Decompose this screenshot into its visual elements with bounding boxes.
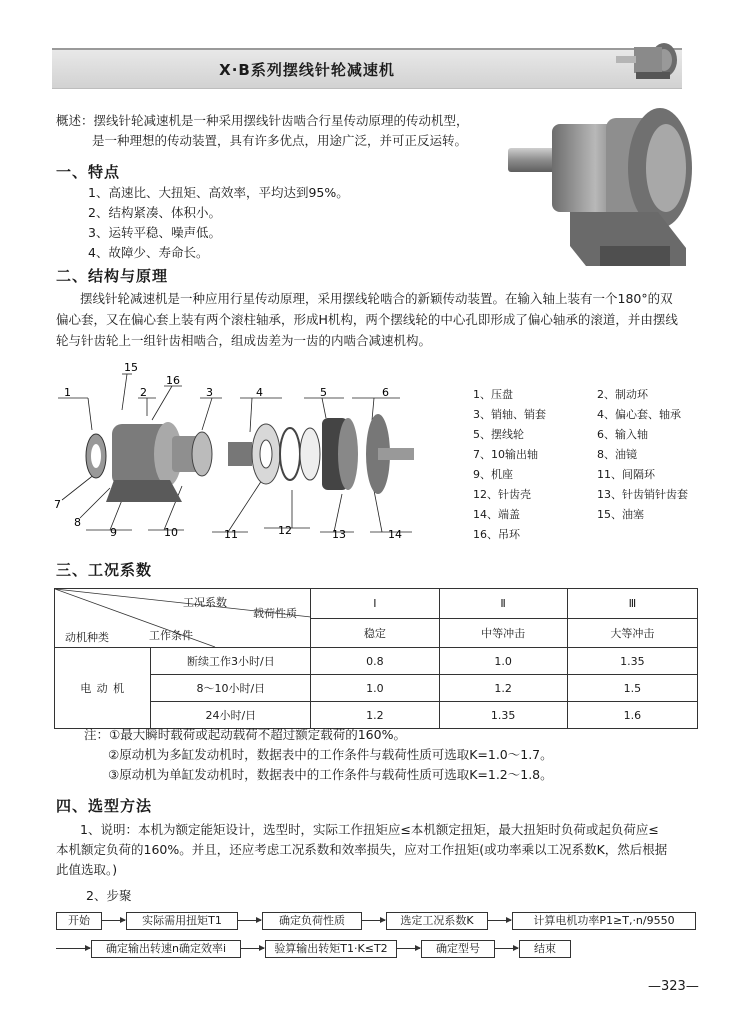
table-row [55, 648, 698, 675]
part-number: 9 [110, 526, 117, 539]
legend-item: 7、10输出轴 [473, 448, 538, 461]
part-number: 2 [140, 386, 147, 399]
value-cell: 1.5 [567, 675, 697, 702]
feature-item: 4、故障少、寿命长。 [88, 245, 209, 260]
flow-torque: 实际需用扭矩T1 [126, 912, 238, 930]
selection-line-1: 1、说明：本机为额定能矩设计，选型时，实际工作扭矩应≤本机额定扭矩，最大扭矩时负荷或起负荷应≤ [80, 822, 659, 837]
legend-item: 5、摆线轮 [473, 428, 524, 441]
flow-arrow [361, 920, 385, 921]
overview-line-2: 是一种理想的传动装置，具有许多优点，用途广泛，并可正反运转。 [92, 133, 468, 148]
flow-arrow [396, 948, 420, 949]
flow-arrow [494, 948, 518, 949]
legend-item: 1、压盘 [473, 388, 513, 401]
flow-arrow [240, 948, 264, 949]
part-number: 11 [224, 528, 238, 540]
table-row [55, 675, 698, 702]
cond-cell: 8～10小时/日 [151, 675, 311, 702]
class-header: Ⅲ [567, 589, 697, 619]
flow-factor: 选定工况系数K [386, 912, 488, 930]
value-cell: 1.6 [567, 702, 697, 729]
value-cell: 1.35 [567, 648, 697, 675]
table-corner-cell [55, 589, 311, 648]
steps-heading: 2、步聚 [86, 888, 132, 903]
part-number: 16 [166, 374, 180, 387]
value-cell: 1.0 [439, 648, 567, 675]
flow-arrow [237, 920, 261, 921]
reducer-photo [508, 96, 704, 274]
part-number: 15 [124, 361, 138, 374]
structure-heading: 二、结构与原理 [56, 267, 169, 285]
title-bar [52, 48, 682, 89]
flow-speed: 确定输出转速n确定效率i [91, 940, 241, 958]
feature-item: 3、运转平稳、噪声低。 [88, 225, 221, 240]
legend-item: 16、吊环 [473, 528, 520, 541]
page-number: —323— [648, 979, 699, 994]
legend-item: 15、油塞 [597, 508, 644, 521]
class-header: Ⅰ [311, 589, 439, 619]
note-2: ②原动机为多缸发动机时，数据表中的工作条件与载荷性质可选取K=1.0～1.7。 [108, 747, 553, 762]
exploded-diagram [52, 360, 422, 540]
overview-line-1: 概述：摆线针轮减速机是一种采用摆线针齿啮合行星传动原理的传动机型， [56, 113, 469, 128]
flow-model: 确定型号 [421, 940, 495, 958]
hdr-load: 载荷性质 [253, 607, 297, 620]
part-number: 5 [320, 386, 327, 399]
value-cell: 1.2 [311, 702, 439, 729]
legend-item: 3、销轴、销套 [473, 408, 546, 421]
note-3: ③原动机为单缸发动机时，数据表中的工作条件与载荷性质可选取K=1.2～1.8。 [108, 767, 553, 782]
part-number: 4 [256, 386, 263, 399]
flow-start: 开始 [56, 912, 102, 930]
flow-arrow [487, 920, 511, 921]
selection-line-3: 此值选取。) [56, 862, 118, 877]
structure-line-1: 摆线针轮减速机是一种应用行星传动原理，采用摆线轮啮合的新颖传动装置。在输入轴上装有一个180°的双 [80, 291, 673, 306]
value-cell: 0.8 [311, 648, 439, 675]
class-name: 稳定 [311, 618, 439, 648]
value-cell: 1.35 [439, 702, 567, 729]
cond-cell: 24小时/日 [151, 702, 311, 729]
flow-power: 计算电机功率P1≥T,·n/9550 [512, 912, 696, 930]
value-cell: 1.2 [439, 675, 567, 702]
cond-cell: 断续工作3小时/日 [151, 648, 311, 675]
legend-item: 2、制动环 [597, 388, 648, 401]
legend-item: 14、端盖 [473, 508, 520, 521]
legend-item: 8、油镜 [597, 448, 637, 461]
conditions-heading: 三、工况系数 [56, 561, 153, 579]
parts-legend [473, 385, 713, 550]
part-number: 7 [54, 498, 61, 511]
part-number: 12 [278, 524, 292, 537]
structure-line-2: 偏心套，又在偏心套上装有两个滚柱轴承，形成H机构，两个摆线轮的中心孔即形成了偏心轴承的滚道，并由摆线 [56, 312, 678, 327]
part-number: 13 [332, 528, 346, 540]
part-number: 3 [206, 386, 213, 399]
hdr-work-cond: 工作条件 [149, 629, 193, 642]
features-heading: 一、特点 [56, 163, 121, 181]
flow-load: 确定负荷性质 [262, 912, 362, 930]
feature-item: 1、高速比、大扭矩、高效率，平均达到95%。 [88, 185, 349, 200]
hdr-work-factor: 工况系数 [183, 596, 227, 609]
feature-item: 2、结构紧凑、体积小。 [88, 205, 221, 220]
legend-item: 4、偏心套、轴承 [597, 408, 681, 421]
page-title: X·B系列摆线针轮减速机 [219, 61, 395, 79]
part-number: 10 [164, 526, 178, 539]
value-cell: 1.0 [311, 675, 439, 702]
class-header: Ⅱ [439, 589, 567, 619]
legend-item: 12、针齿壳 [473, 488, 531, 501]
legend-item: 9、机座 [473, 468, 513, 481]
legend-item: 11、间隔环 [597, 468, 655, 481]
class-name: 中等冲击 [439, 618, 567, 648]
motor-cell: 电 动 机 [55, 648, 151, 729]
legend-item: 13、针齿销针齿套 [597, 488, 688, 501]
selection-line-2: 本机额定负荷的160%。并且，还应考虑工况系数和效率损失，应对工作扭矩(或功率乘以工况系数K，然后根据 [56, 842, 668, 857]
part-number: 6 [382, 386, 389, 399]
flow-arrow [56, 948, 90, 949]
class-name: 大等冲击 [567, 618, 697, 648]
condition-factor-table [54, 588, 698, 729]
note-1: 注：①最大瞬时载荷或起动载荷不超过额定载荷的160%。 [84, 727, 406, 742]
selection-heading: 四、选型方法 [56, 797, 153, 815]
flow-arrow [101, 920, 125, 921]
legend-item: 6、输入轴 [597, 428, 648, 441]
hdr-prime: 动机种类 [65, 631, 109, 644]
header-reducer-image [612, 38, 686, 86]
flow-verify: 验算输出转矩T1·K≤T2 [265, 940, 397, 958]
part-number: 14 [388, 528, 402, 540]
structure-line-3: 轮与针齿轮上一组针齿相啮合，组成齿差为一齿的内啮合减速机构。 [56, 333, 432, 348]
part-number: 1 [64, 386, 71, 399]
part-number: 8 [74, 516, 81, 529]
flow-end: 结束 [519, 940, 571, 958]
